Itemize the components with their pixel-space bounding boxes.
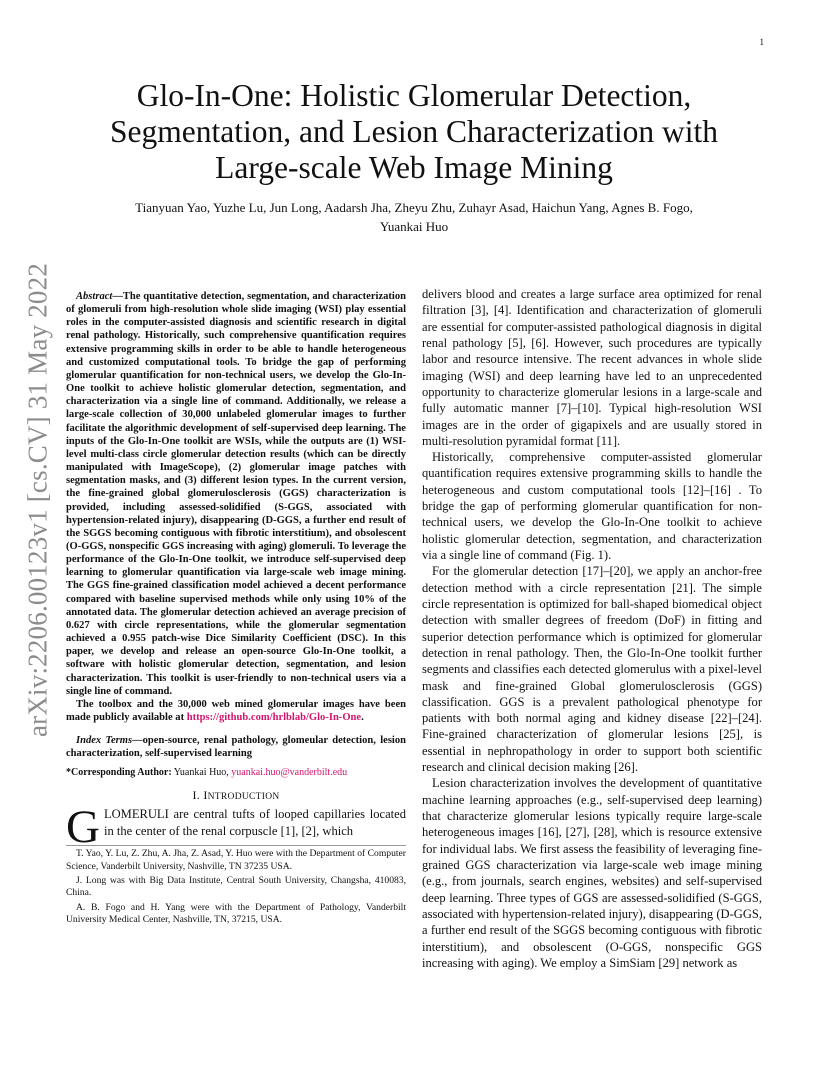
arxiv-stamp (16, 262, 60, 738)
authors-line-2: Yuankai Huo (379, 219, 449, 234)
title-line-3: Large-scale Web Image Mining (215, 150, 613, 185)
footnote-3: A. B. Fogo and H. Yang were with the Department of Pathology, Vanderbilt University Medical Center, Nashville, TN, 37215, USA. (66, 901, 406, 926)
corresponding-author-name: Yuankai Huo, (171, 767, 232, 779)
paper-title (70, 78, 758, 186)
page-number: 1 (759, 37, 764, 47)
corresponding-author-email[interactable]: yuankai.huo@vanderbilt.edu (231, 767, 348, 779)
index-terms-text: —open-source, renal pathology, glomeular detection, lesion characterization, self-supervised learning (66, 735, 407, 760)
corresponding-author-label: *Corresponding Author: (66, 767, 172, 779)
abstract-text: —The quantitative detection, segmentation, and characterization of glomeruli from high-resolution whole slide imaging (WSI) play essential roles in the computer-assisted diagnosis and scientific research in digital renal pathology. Historically, such comprehensive quantification requires extensive programming skills in order to be able to handle heterogeneous and customized computational tools. To bridge the gap of performing glomerular quantification for non-technical users, we develop the Glo-In-One toolkit to achieve holistic glomerular detection, segmentation, and characterization via a single line of command. Additionally, we release a large-scale collection of 30,000 unlabeled glomerular images to further facilitate the algorithmic development of self-supervised deep learning. The inputs of the Glo-In-One toolkit are WSIs, while the outputs are (1) WSI-level multi-class circle glomerular detection results (which can be directly manipulated with ImageScope), (2) glomerular image patches with segmentation masks, and (3) different lesion types. In the current version, the fine-grained global glomerulosclerosis (GGS) characterization is provided, including assessed-solidified (S-GGS, associated with hypertension-related injury), disappearing (D-GGS, a further end result of the SGGS becoming contiguous with fibrotic interstitium), and obsolescent (O-GGS, nonspecific GGS increasing with aging) glomeruli. To leverage the performance of the Glo-In-One toolkit, we introduce self-supervised deep learning to glomerular quantification via large-scale web image mining. The GGS fine-grained classification model achieved a decent performance compared with baseline supervised methods while only using 10% of the annotated data. The glomerular detection achieved an average precision of 0.627 with circle representations, while the glomerular segmentation achieved a 0.955 patch-wise Dice Similarity Coefficient (DSC). In this paper, we develop and release an open-source Glo-In-One toolkit, a software with holistic glomerular detection, segmentation, and lesion characterization. This toolkit is user-friendly to non-technical users via a single line of command. (66, 291, 406, 697)
title-line-2: Segmentation, and Lesion Characterization with (110, 114, 718, 149)
corresponding-author (66, 766, 406, 779)
section-heading-introduction (66, 788, 406, 803)
author-list (70, 198, 758, 236)
left-column (66, 290, 406, 929)
introduction-paragraph (66, 801, 406, 854)
section-title-rest: NTRODUCTION (207, 792, 280, 803)
body-paragraph-1: delivers blood and creates a large surface area optimized for renal filtration [3], [4]. Identification and characterization of glomeruli are essential for computer-assisted pathological diagnosis in digital renal pathology [5], [6]. However, such procedures are typically labor and resource intensive. The recent advances in whole slide imaging (WSI) and deep learning have led to an unprecedented opportunity to characterize glomerular lesions in a large-scale and fully automatic manner [7]–[10]. Typical high-resolution WSI images are in the order of gigapixels and are usually stored in multi-resolution pyramidal format [11]. (422, 287, 762, 448)
drop-cap: G (66, 801, 100, 854)
index-terms-label: Index Terms (76, 735, 133, 747)
github-link[interactable]: https://github.com/hrlblab/Glo-In-One (186, 712, 362, 723)
abstract-availability-text: The toolbox and the 30,000 web mined glomerular images have been made publicly available at (66, 698, 406, 723)
right-column (422, 286, 762, 971)
section-title-initial: I (203, 788, 208, 803)
title-line-1: Glo-In-One: Holistic Glomerular Detection, (136, 78, 692, 113)
introduction-text: LOMERULI are central tufts of looped capillaries located in the center of the renal corpuscle [1], [2], which (103, 807, 406, 838)
body-paragraph-2: Historically, comprehensive computer-assisted glomerular quantification requires extensive programming skills to handle the heterogeneous and custom computational tools [12]–[16] . To bridge the gap of performing glomerular quantification for non-technical users, we develop the Glo-In-One toolkit to achieve holistic glomerular detection, segmentation, and characterization via a single line of command (Fig. 1). (422, 450, 762, 562)
arxiv-stamp-text: arXiv:2206.00123v1 [cs.CV] 31 May 2022 (22, 262, 53, 738)
abstract-label: Abstract (76, 291, 113, 302)
footnote-1: T. Yao, Y. Lu, Z. Zhu, A. Jha, Z. Asad, Y. Huo were with the Department of Computer Science, Vanderbilt University, Nashville, TN 37235 USA. (66, 848, 406, 872)
body-paragraph-4: Lesion characterization involves the development of quantitative machine learning approaches (e.g., self-supervised deep learning) that characterize glomerular lesions typically require large-scale heterogeneous images [16], [27], [28], which is resource extensive for individual labs. We first assess the feasibility of leveraging fine-grained GGS characterization via large-scale web image mining (e.g., from journals, search engines, websites) and self-supervised deep learning. Three types of GGS are assessed-solidified (S-GGS, associated with hypertension-related injury), disappearing (D-GGS, a further end result of the SGGS becoming contiguous with fibrotic interstitium), and obsolescent (O-GGS, nonspecific GGS increasing with aging). We employ a SimSiam [29] network as (422, 776, 762, 970)
body-paragraph-3: For the glomerular detection [17]–[20], we apply an anchor-free detection method with a circle representation [21]. The simple circle representation is optimized for ball-shaped biomedical object detection with smaller degrees of freedom (DoF) in fitting and superior detection performance which is optimized for glomerular detection in renal pathology. Then, the Glo-In-One toolkit further segments and classifies each detected glomerulus with a pixel-level mask and fine-grained Global glomerulosclerosis (GGS) classification. GGS is a prevalent pathological phenotype for patients with both normal aging and kidney disease [22]–[24]. Fine-grained characterization of glomerular lesions [25], is essential in nephropathology in order to support both scientific research and clinical decision making [26]. (422, 564, 762, 775)
authors-line-1: Tianyuan Yao, Yuzhe Lu, Jun Long, Aadarsh Jha, Zheyu Zhu, Zuhayr Asad, Haichun Yang, Agnes B. Fogo, (135, 200, 693, 215)
section-number: I. (192, 788, 204, 803)
footnote-rule (66, 845, 406, 846)
footnote-2: J. Long was with Big Data Institute, Central South University, Changsha, 410083, China. (66, 874, 406, 899)
abstract (66, 290, 406, 698)
abstract-availability: The toolbox and the 30,000 web mined glomerular images have been made publicly available at https://github.com/hrlblab/Glo-In-One. (66, 698, 406, 723)
index-terms (66, 734, 406, 760)
